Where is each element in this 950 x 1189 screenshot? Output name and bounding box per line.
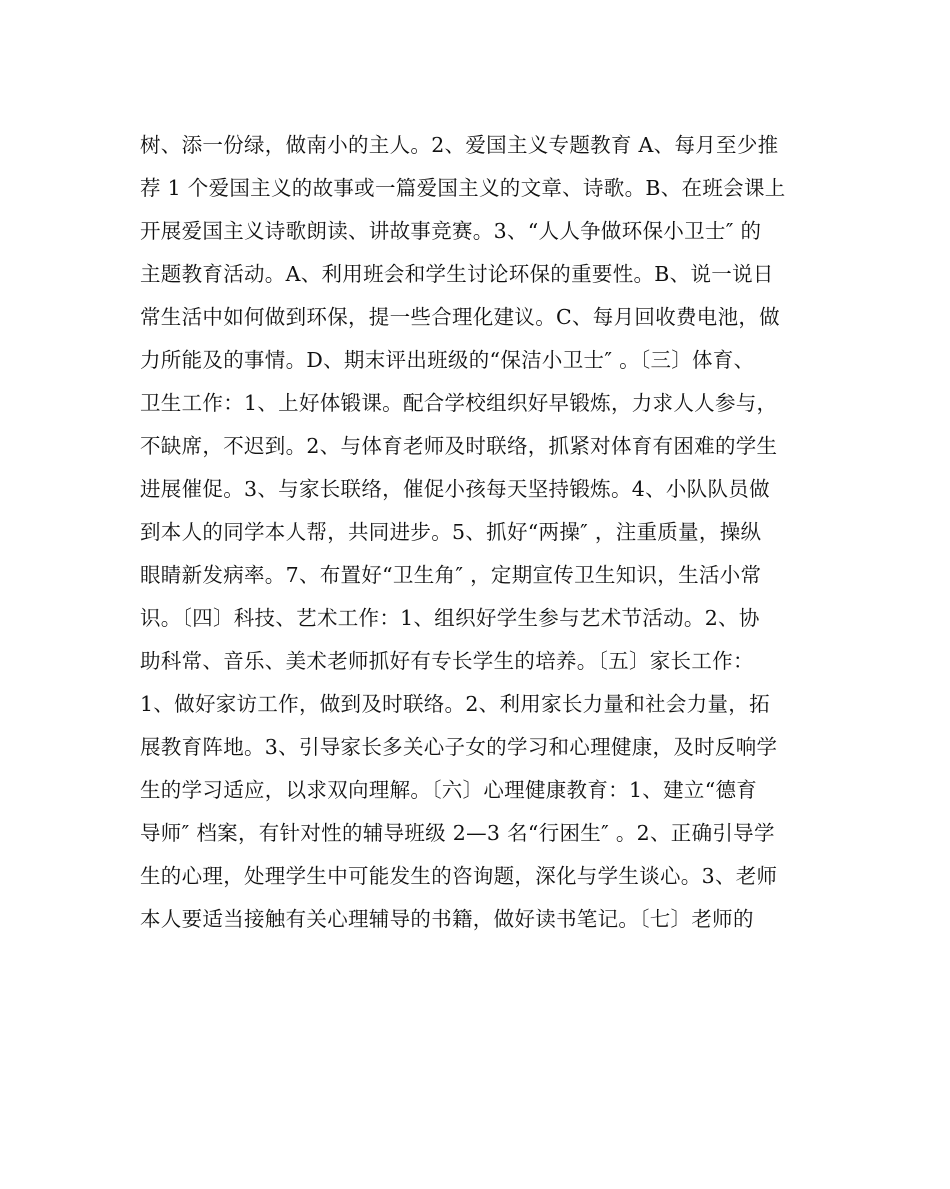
text-line: 1、做好家访工作，做到及时联络。2、利用家长力量和社会力量，拓 xyxy=(140,692,770,716)
text-line: 生的学习适应，以求双向理解。〔六〕心理健康教育：1、建立“德育 xyxy=(140,778,758,802)
text-line: 常生活中如何做到环保，提一些合理化建议。C、每月回收费电池，做 xyxy=(140,305,780,329)
text-line: 生的心理，处理学生中可能发生的咨询题，深化与学生谈心。3、老师 xyxy=(140,864,778,888)
text-line: 眼睛新发病率。7、布置好“卫生角″ ，定期宣传卫生知识，生活小常 xyxy=(140,563,762,587)
text-line: 本人要适当接触有关心理辅导的书籍，做好读书笔记。〔七〕老师的 xyxy=(140,907,754,931)
text-line: 荐 1 个爱国主义的故事或一篇爱国主义的文章、诗歌。B、在班会课上 xyxy=(140,176,786,200)
text-line: 开展爱国主义诗歌朗读、讲故事竞赛。3、“人人争做环保小卫士″ 的 xyxy=(140,219,762,243)
text-line: 助科常、音乐、美术老师抓好有专长学生的培养。〔五〕家长工作： xyxy=(140,649,754,673)
text-line: 主题教育活动。A、利用班会和学生讨论环保的重要性。B、说一说日 xyxy=(140,262,774,286)
text-line: 展教育阵地。3、引导家长多关心子女的学习和心理健康，及时反响学 xyxy=(140,735,778,759)
text-line: 导师″ 档案，有针对性的辅导班级 2—3 名“行困生″ 。2、正确引导学 xyxy=(140,821,775,845)
text-line: 到本人的同学本人帮，共同进步。5、抓好“两操″ ，注重质量，操纵 xyxy=(140,520,762,544)
text-line: 进展催促。3、与家长联络，催促小孩每天坚持锻炼。4、小队队员做 xyxy=(140,477,770,501)
text-line: 不缺席，不迟到。2、与体育老师及时联络，抓紧对体育有困难的学生 xyxy=(140,434,778,458)
text-line: 识。〔四〕科技、艺术工作：1、组织好学生参与艺术节活动。2、协 xyxy=(140,606,760,630)
text-line: 树、添一份绿，做南小的主人。2、爱国主义专题教育 A、每月至少推 xyxy=(140,133,779,157)
text-line: 卫生工作：1、上好体锻课。配合学校组织好早锻炼，力求人人参与， xyxy=(140,391,778,415)
text-line: 力所能及的事情。D、期末评出班级的“保洁小卫士″ 。〔三〕体育、 xyxy=(140,348,755,372)
